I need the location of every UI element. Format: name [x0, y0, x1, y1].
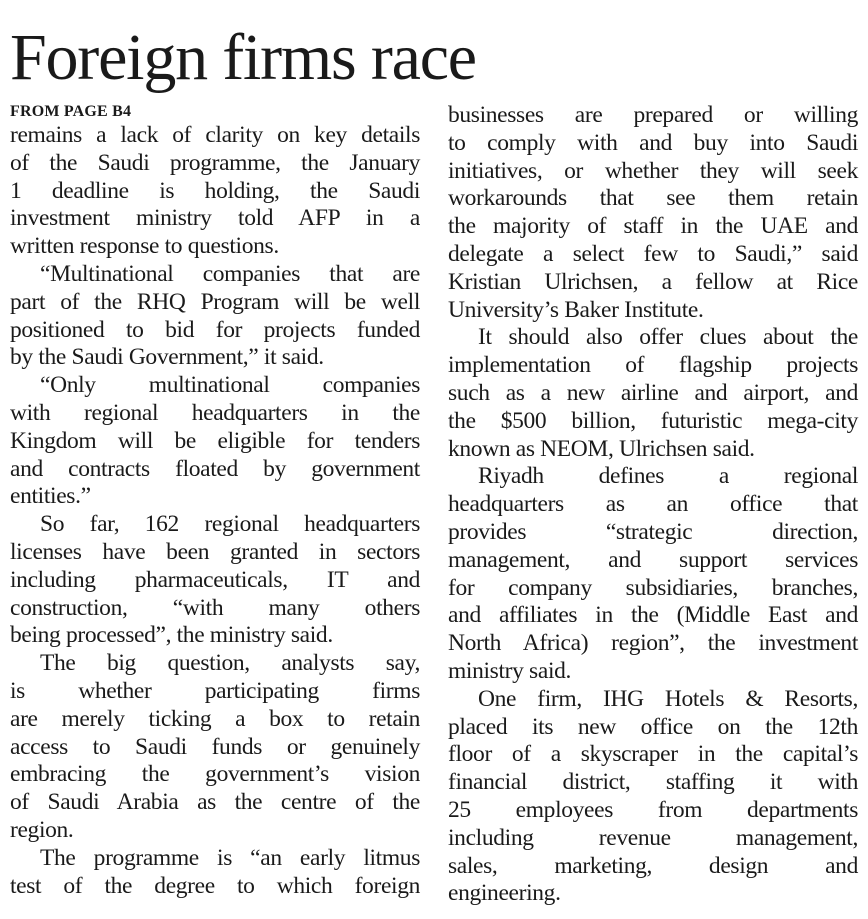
- text-line: positioned to bid for projects funded: [10, 316, 420, 343]
- text-line: provides “strategic direction,: [448, 518, 858, 545]
- text-line: and affiliates in the (Middle East and: [448, 602, 858, 629]
- text-line: Riyadh defines a regional: [478, 463, 858, 490]
- text-line: of the Saudi programme, the January: [10, 149, 420, 176]
- text-line: 25 employees from departments: [448, 796, 858, 823]
- left-column-text: [10, 122, 420, 900]
- text-line: part of the RHQ Program will be well: [10, 288, 420, 315]
- jump-line: FROM PAGE B4: [10, 103, 132, 120]
- text-line: such as a new airline and airport, and: [448, 379, 858, 406]
- text-line: “Multinational companies that are: [40, 260, 420, 287]
- text-line: workarounds that see them retain: [448, 185, 858, 212]
- text-line: floor of a skyscraper in the capital’s: [448, 741, 858, 768]
- text-line: ministry said.: [448, 657, 572, 684]
- right-column-text: [448, 102, 858, 908]
- text-line: written response to questions.: [10, 233, 279, 260]
- article-column-right: [448, 102, 858, 908]
- text-line: by the Saudi Government,” it said.: [10, 344, 324, 371]
- text-line: with regional headquarters in the: [10, 399, 420, 426]
- text-line: licenses have been granted in sectors: [10, 538, 420, 565]
- text-line: to comply with and buy into Saudi: [448, 129, 858, 156]
- text-line: It should also offer clues about the: [478, 324, 858, 351]
- text-line: remains a lack of clarity on key details: [10, 122, 420, 148]
- text-line: embracing the government’s vision: [10, 761, 420, 788]
- text-line: delegate a select few to Saudi,” said: [448, 240, 858, 267]
- text-line: the $500 billion, futuristic mega-city: [448, 407, 858, 434]
- text-line: engineering.: [448, 880, 561, 907]
- text-line: are merely ticking a box to retain: [10, 705, 420, 732]
- text-line: of Saudi Arabia as the centre of the: [10, 789, 420, 816]
- text-line: including pharmaceuticals, IT and: [10, 566, 420, 593]
- text-line: So far, 162 regional headquarters: [40, 511, 420, 538]
- text-line: placed its new office on the 12th: [448, 713, 858, 740]
- text-line: the majority of staff in the UAE and: [448, 213, 858, 240]
- text-line: 1 deadline is holding, the Saudi: [10, 177, 420, 204]
- text-line: investment ministry told AFP in a: [10, 205, 420, 232]
- text-line: is whether participating firms: [10, 677, 420, 704]
- text-line: The programme is “an early litmus: [40, 844, 420, 871]
- article-column-left: [10, 102, 420, 900]
- text-line: for company subsidiaries, branches,: [448, 574, 858, 601]
- text-line: businesses are prepared or willing: [448, 102, 858, 128]
- text-line: initiatives, or whether they will seek: [448, 157, 858, 184]
- text-line: headquarters as an office that: [448, 491, 858, 518]
- text-line: One firm, IHG Hotels & Resorts,: [478, 685, 858, 712]
- text-line: implementation of flagship projects: [448, 352, 858, 379]
- text-line: management, and support services: [448, 546, 858, 573]
- text-line: University’s Baker Institute.: [448, 296, 704, 323]
- text-line: financial district, staffing it with: [448, 769, 858, 796]
- text-line: The big question, analysts say,: [40, 650, 420, 677]
- headline: Foreign firms race: [10, 21, 476, 94]
- text-line: known as NEOM, Ulrichsen said.: [448, 435, 755, 462]
- text-line: “Only multinational companies: [40, 372, 420, 399]
- text-line: sales, marketing, design and: [448, 852, 858, 879]
- text-line: construction, “with many others: [10, 594, 420, 621]
- text-line: region.: [10, 816, 74, 843]
- text-line: and contracts floated by government: [10, 455, 420, 482]
- text-line: North Africa) region”, the investment: [448, 630, 858, 657]
- text-line: including revenue management,: [448, 824, 858, 851]
- text-line: Kingdom will be eligible for tenders: [10, 427, 420, 454]
- text-line: access to Saudi funds or genuinely: [10, 733, 420, 760]
- text-line: entities.”: [10, 483, 91, 510]
- text-line: Kristian Ulrichsen, a fellow at Rice: [448, 268, 858, 295]
- text-line: being processed”, the ministry said.: [10, 622, 333, 649]
- text-line: test of the degree to which foreign: [10, 872, 420, 899]
